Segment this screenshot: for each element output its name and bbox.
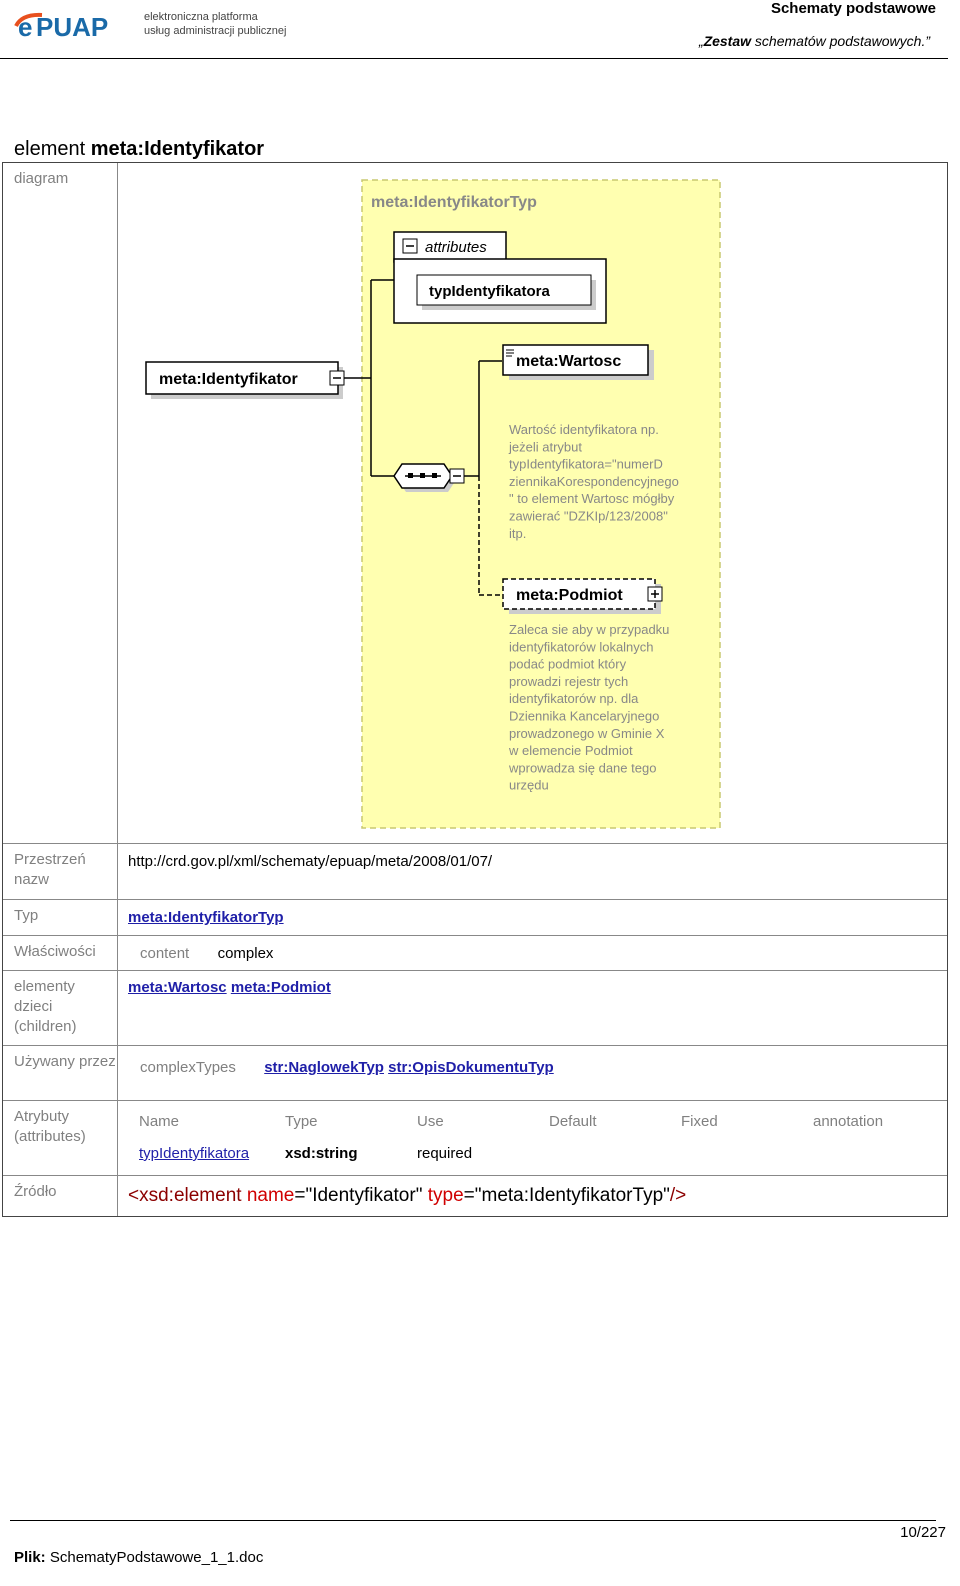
header-rule <box>0 58 948 59</box>
logo-line1: elektroniczna platforma <box>144 11 258 23</box>
attributes-row-label: Atrybuty (attributes) <box>3 1101 118 1175</box>
doc-subtitle: „Zestaw schematów podstawowych.” <box>698 33 930 49</box>
col-type: Type <box>285 1113 318 1130</box>
complextypes-key: complexTypes <box>140 1059 236 1076</box>
doc2-line: urzędu <box>509 777 549 793</box>
children-label: elementy dzieci (children) <box>3 971 118 1045</box>
doc2-line: prowadzi rejestr tych <box>509 673 629 689</box>
attr-use: required <box>417 1145 473 1162</box>
doc2-line: podać podmiot który <box>509 656 627 672</box>
page-number: 10/227 <box>900 1524 946 1541</box>
epuap-logo <box>12 6 312 40</box>
content-value: complex <box>217 945 274 962</box>
doc2-line: prowadzonego w Gminie X <box>509 725 665 741</box>
content-key: content <box>140 945 190 962</box>
child-link-podmiot[interactable]: meta:Podmiot <box>230 979 331 996</box>
namespace-row <box>3 843 947 899</box>
doc1-line: " to element Wartosc mógłby <box>509 491 675 507</box>
doc2-line: wprowadza się dane tego <box>509 760 657 776</box>
usedby-link-opis[interactable]: str:OpisDokumentuTyp <box>388 1059 554 1076</box>
doc2-line: identyfikatorów lokalnych <box>509 639 654 655</box>
usedby-link-naglowek[interactable]: str:NaglowekTyp <box>264 1059 384 1076</box>
children-row <box>3 970 947 1045</box>
type-row <box>3 899 947 935</box>
source-code: <xsd:element name="Identyfikator" type="meta:IdentyfikatorTyp"/> <box>128 1185 687 1206</box>
type-label: Typ <box>3 900 118 935</box>
type-box-label: meta:IdentyfikatorTyp <box>371 194 537 211</box>
doc2-line: w elemencie Podmiot <box>509 743 633 759</box>
attr-name-link[interactable]: typIdentyfikatora <box>139 1145 250 1162</box>
diagram-label: diagram <box>3 163 118 843</box>
doc1-line: zawierać "DZKIp/123/2008" <box>509 508 668 524</box>
svg-text:PUAP: PUAP <box>36 12 109 40</box>
file-name: Plik: SchematyPodstawowe_1_1.doc <box>14 1549 264 1566</box>
col-name: Name <box>139 1113 180 1130</box>
source-label: Źródło <box>3 1176 118 1216</box>
col-default: Default <box>549 1113 597 1130</box>
col-annotation: annotation <box>813 1113 884 1130</box>
child2-label: meta:Podmiot <box>516 587 623 604</box>
usedby-row <box>3 1045 947 1100</box>
page-header <box>0 0 960 60</box>
doc-title: Schematy podstawowe <box>770 0 936 17</box>
doc1-line: Wartość identyfikatora np. <box>509 422 659 437</box>
properties-label: Właściwości <box>3 936 118 970</box>
element-heading: element meta:Identyfikator <box>14 138 265 160</box>
doc2-line: identyfikatorów np. dla <box>509 691 639 707</box>
namespace-value: http://crd.gov.pl/xml/schematy/epuap/meta/2008/01/07/ <box>128 853 493 870</box>
doc2-line: Dziennika Kancelaryjnego <box>509 708 660 724</box>
root-element-label: meta:Identyfikator <box>159 371 298 388</box>
attributes-label: attributes <box>425 239 487 256</box>
diagram-row <box>3 163 947 843</box>
child-link-wartosc[interactable]: meta:Wartosc <box>128 979 227 996</box>
child1-label: meta:Wartosc <box>516 353 622 370</box>
doc1-line: typIdentyfikatora="numerD <box>509 456 663 472</box>
logo-line2: usług administracji publicznej <box>144 25 287 37</box>
type-link[interactable]: meta:IdentyfikatorTyp <box>128 909 284 926</box>
source-row <box>3 1175 947 1216</box>
footer-rule <box>10 1520 936 1521</box>
col-fixed: Fixed <box>681 1113 718 1130</box>
attr-item-label: typIdentyfikatora <box>429 283 550 300</box>
usedby-label: Używany przez <box>3 1046 118 1100</box>
col-use: Use <box>417 1113 444 1130</box>
svg-text:e: e <box>18 12 33 40</box>
properties-row <box>3 935 947 970</box>
doc1-line: itp. <box>509 525 527 541</box>
attributes-row <box>3 1100 947 1175</box>
doc1-line: jeżeli atrybut <box>509 439 582 455</box>
doc2-line: Zaleca sie aby w przypadku <box>509 622 670 637</box>
attr-type: xsd:string <box>285 1145 358 1162</box>
doc1-line: ziennikaKorespondencyjnego <box>509 473 679 489</box>
namespace-label: Przestrzeń nazw <box>3 844 118 899</box>
element-table <box>2 162 948 1217</box>
schema-diagram <box>119 163 945 843</box>
